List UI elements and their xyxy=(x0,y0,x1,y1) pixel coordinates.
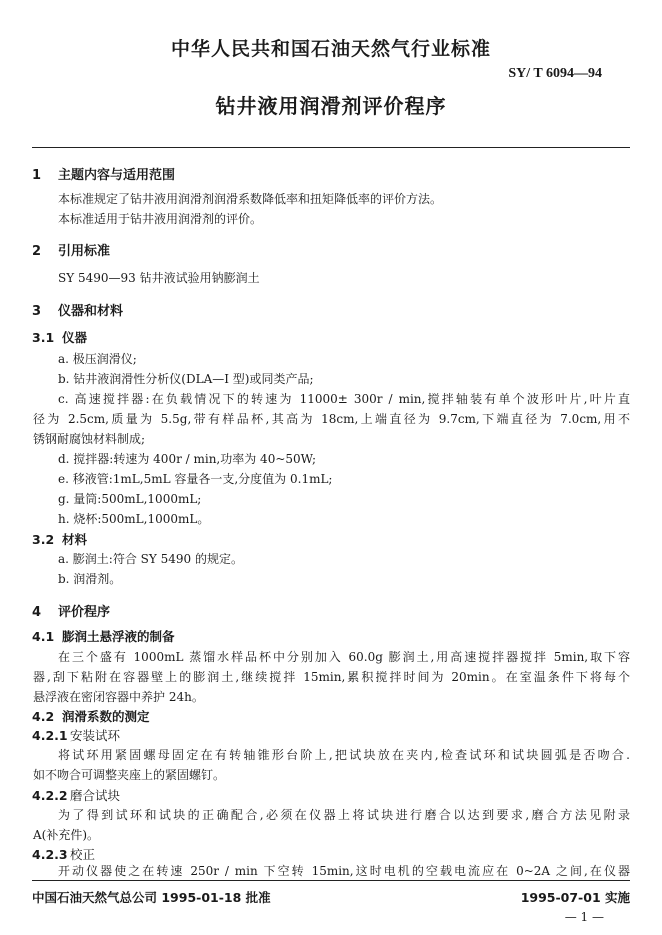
section-2-heading xyxy=(32,240,110,259)
footer-divider xyxy=(32,880,630,881)
approval-statement: 中国石油天然气总公司 1995-01-18 批准 xyxy=(32,890,271,905)
list-item: g. 量筒:500mL,1000mL; xyxy=(58,492,202,506)
list-item: b. 润滑剂。 xyxy=(58,572,122,586)
paragraph-line: 本标准规定了钻井液用润滑剂润滑系数降低率和扭矩降低率的评价方法。 xyxy=(58,192,443,206)
list-item-continuation: 径为 2.5cm,质量为 5.5g,带有样品杯,其高为 18cm,上端直径为 9.7cm,下端直径为 7.0cm,用不 xyxy=(33,412,630,426)
section-number: 2 xyxy=(32,244,42,259)
section-number: 4 xyxy=(32,605,42,620)
section-title: 引用标准 xyxy=(58,244,111,259)
subsection-number: 4.2.2 xyxy=(32,788,68,803)
paragraph-line: 在三个盛有 1000mL 蒸馏水样品杯中分别加入 60.0g 膨润土,用高速搅拌器搅拌 5min,取下容 xyxy=(58,650,630,664)
section-1-heading xyxy=(32,164,175,183)
subsection-title: 仪器 xyxy=(62,330,88,345)
section-number: 3 xyxy=(32,304,42,319)
list-item: a. 膨润土:符合 SY 5490 的规定。 xyxy=(58,552,243,566)
header-divider xyxy=(32,147,630,148)
subsection-title: 膨润土悬浮液的制备 xyxy=(62,629,175,644)
list-item-continuation: 锈钢耐腐蚀材料制成; xyxy=(33,432,146,446)
page-number: — 1 — xyxy=(564,910,604,924)
list-item: h. 烧杯:500mL,1000mL。 xyxy=(58,512,210,526)
subsection-number: 3.1 xyxy=(32,330,55,345)
subsection-number: 4.2.3 xyxy=(32,847,68,862)
list-item: d. 搅拌器:转速为 400r / min,功率为 40~50W; xyxy=(58,452,316,466)
list-item: e. 移液管:1mL,5mL 容量各一支,分度值为 0.1mL; xyxy=(58,472,333,486)
standard-code: SY/ T 6094—94 xyxy=(508,66,602,81)
subsection-number: 4.2.1 xyxy=(32,728,68,743)
subsection-title: 磨合试块 xyxy=(70,788,121,803)
list-item: c. 高速搅拌器:在负载情况下的转速为 11000± 300r / min,搅拌轴装有单个波形叶片,叶片直 xyxy=(58,392,630,406)
paragraph-line: 开动仪器使之在转速 250r / min 下空转 15min,这时电机的空载电流应在 0~2A 之间,在仪器 xyxy=(58,864,630,878)
subsection-3-1-heading xyxy=(32,328,87,346)
subsection-title: 安装试环 xyxy=(70,728,121,743)
reference-line: SY 5490—93 钻井液试验用钠膨润土 xyxy=(58,271,260,285)
subsection-title: 润滑系数的测定 xyxy=(62,709,150,724)
paragraph-line: 为了得到试环和试块的正确配合,必须在仪器上将试块进行磨合以达到要求,磨合方法见附录 xyxy=(58,808,630,822)
subsection-4-2-1-heading xyxy=(32,726,120,744)
section-number: 1 xyxy=(32,168,42,183)
paragraph-line: 器,刮下粘附在容器壁上的膨润土,继续搅拌 15min,累积搅拌时间为 20min。在室温条件下将每个 xyxy=(33,670,630,684)
paragraph-line: 如不吻合可调整夹座上的紧固螺钉。 xyxy=(33,768,226,782)
subsection-number: 4.1 xyxy=(32,629,55,644)
paragraph-line: 将试环用紧固螺母固定在有转轴锥形台阶上,把试块放在夹内,检查试环和试块圆弧是否吻合. xyxy=(58,748,630,762)
section-title: 仪器和材料 xyxy=(58,304,124,319)
subsection-3-2-heading xyxy=(32,530,87,548)
section-title: 评价程序 xyxy=(58,605,111,620)
paragraph-line: 本标准适用于钻井液用润滑剂的评价。 xyxy=(58,212,263,226)
paragraph-line: 悬浮液在密闭容器中养护 24h。 xyxy=(33,690,204,704)
subsection-4-2-2-heading xyxy=(32,786,120,804)
subsection-number: 4.2 xyxy=(32,709,55,724)
section-3-heading xyxy=(32,300,123,319)
subsection-title: 材料 xyxy=(62,532,88,547)
document-title: 钻井液用润滑剂评价程序 xyxy=(215,94,447,118)
list-item: b. 钻井液润滑性分析仪(DLA—Ⅰ 型)或同类产品; xyxy=(58,372,314,386)
issuing-organization: 中华人民共和国石油天然气行业标准 xyxy=(170,38,491,60)
subsection-4-1-heading xyxy=(32,627,175,645)
subsection-number: 3.2 xyxy=(32,532,55,547)
section-title: 主题内容与适用范围 xyxy=(58,168,176,183)
list-item: a. 极压润滑仪; xyxy=(58,352,137,366)
subsection-title: 校正 xyxy=(70,847,96,862)
subsection-4-2-3-heading xyxy=(32,845,95,863)
subsection-4-2-heading xyxy=(32,707,150,725)
paragraph-line: A(补充件)。 xyxy=(33,828,100,842)
section-4-heading xyxy=(32,601,110,620)
effective-date: 1995-07-01 实施 xyxy=(520,890,630,905)
